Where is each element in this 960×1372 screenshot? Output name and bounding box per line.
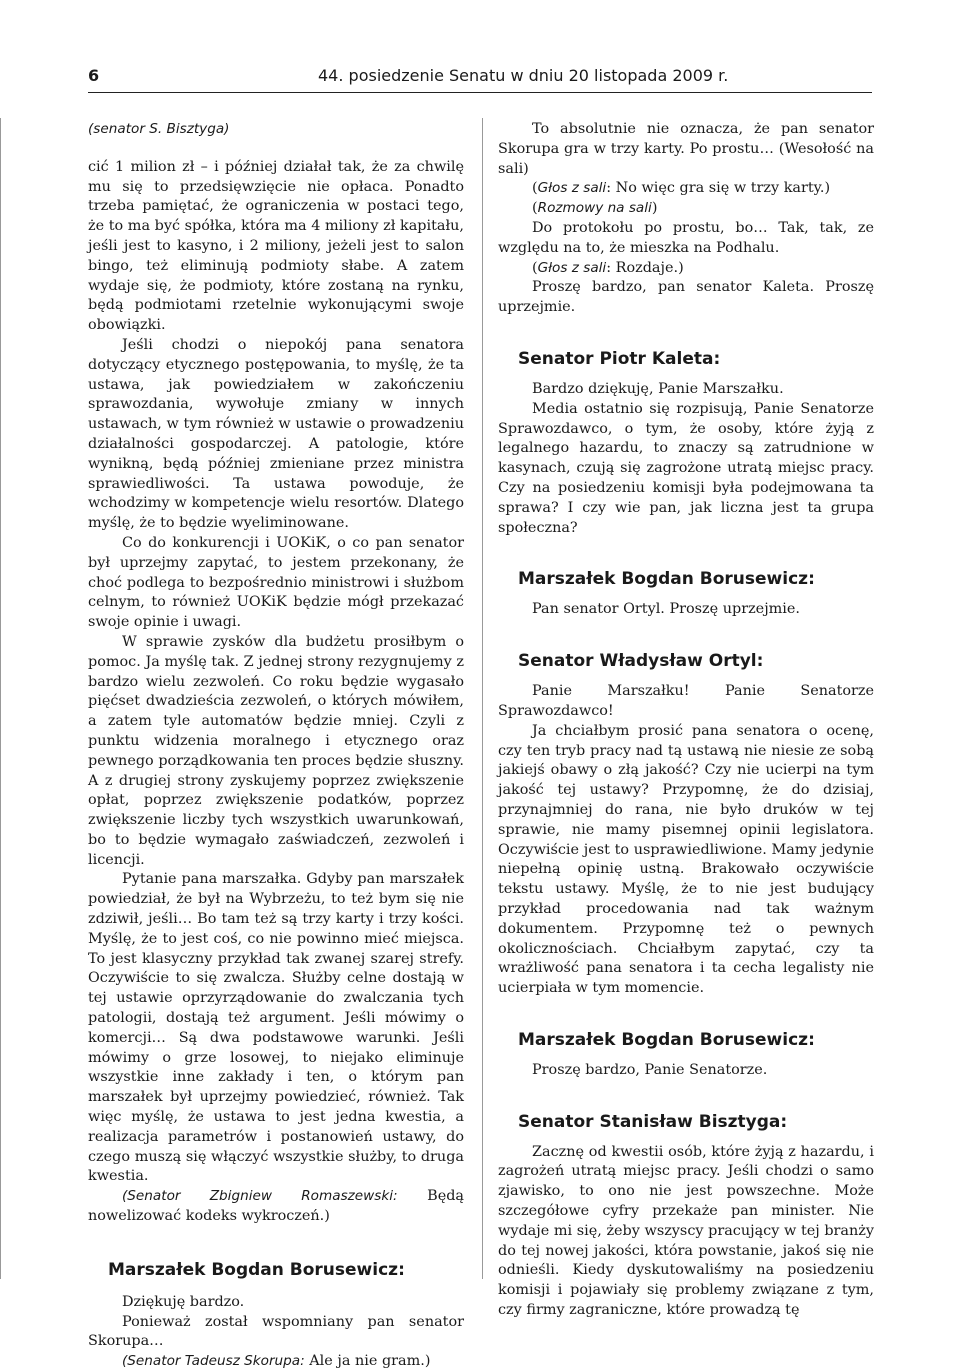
- continuation-note: (senator S. Bisztyga): [88, 121, 230, 137]
- column-divider: [482, 118, 483, 1279]
- page-title: 44. posiedzenie Senatu w dniu 20 listopada 2009 r.: [318, 66, 729, 85]
- paragraph: Zacznę od kwestii osób, które żyją z hazardu, i zagrożeń utratą miejsc pracy. Jeśli chodzi o samo zjawisko, to ono nie jest powszechne. Może szczegółowe cyfry przekaże pan minister. Nie wydaje mi się, żeby wszyscy pracujący w tej branży do tej nowej jakości, która powstanie, jakoś się nie odnieśli. Kiedy dyskutowaliśmy na posiedzeniu komisji i pojawiały się problemy związane z tym, czy firmy zagraniczne, które prowadzą tę: [498, 1143, 874, 1319]
- paragraph: Ja chciałbym prosić pana senatora o ocenę, czy ten tryb pracy nad tą ustawą nie niesie ze sobą jakiejś obawy o złą jakość? Czy nie ucierpi na tym jakość tej ustawy? Przypomnę, że do dzisiaj, przynajmniej do rana, nie było druków w tej sprawie, nie mamy pisemnej opinii legislatora. Oczywiście jest to usprawiedliwione. Mamy jedynie niepełną opinię ustną. Brakowało oczywiście tekstu ustawy. Myślę, że to nie jest budujący przykład procedowania nad tak ważnym dokumentem. Przypomnę też o pewnych okolicznościach. Chciałbym zapytać, czy ta wrażliwość pana senatora i ta cecha legalisty nie ucierpiała w tym momencie.: [498, 722, 874, 997]
- interjection: (Głos z sali: No więc gra się w trzy karty.): [532, 180, 831, 197]
- interjection-text: : No więc gra się w trzy karty.): [606, 180, 831, 197]
- interjection: (Głos z sali: Rozdaje.): [532, 259, 684, 276]
- voice-label: Głos z sali: [537, 259, 607, 276]
- voice-label: Głos z sali: [537, 180, 607, 197]
- speaker-heading: Senator Piotr Kaleta:: [518, 348, 721, 369]
- paragraph: Jeśli chodzi o niepokój pana senatora dotyczący etycznego postępowania, to myślę, że ta ustawa, jak powiedziałem w zakończeniu sprawozdania, wywołuje zmiany w innych ustawach, w tym również w ustawie o prowadzeniu działalności gospodarczej. A patologie, które wynikną, będą później zmieniane przez ministra sprawiedliwości. Ta ustawa powoduje, że wchodzimy w kompetencje wielu resortów. Dlatego myślę, że to będzie wyeliminowane.: [88, 336, 464, 532]
- speaker-heading: Marszałek Bogdan Borusewicz:: [518, 1029, 815, 1050]
- interjection: [88, 1187, 464, 1227]
- left-column: [88, 120, 464, 1372]
- page-header: [88, 62, 872, 93]
- paragraph: Bardzo dziękuję, Panie Marszałku.: [532, 380, 784, 397]
- paragraph: Media ostatnio się rozpisują, Panie Senatorze Sprawozdawco, o tym, że osoby, które żyją z legalnego hazardu, to znaczy są zatrudnione w kasynach, czują się zagrożone utratą miejsc pracy. Czy na posiedzeniu komisji była podejmowana ta sprawa? I czy wie pan, jak liczna jest ta grupa społeczna?: [498, 400, 874, 536]
- interjection-text: Ale ja nie gram.): [304, 1353, 431, 1370]
- paragraph: Dziękuję bardzo.: [122, 1293, 245, 1310]
- paragraph: Proszę bardzo, Panie Senatorze.: [532, 1061, 768, 1078]
- paragraph: To absolutnie nie oznacza, że pan senator Skorupa gra w trzy karty. Po prostu… (Wesołość na sali): [498, 121, 874, 177]
- interjection-speaker: (Senator Zbigniew Romaszewski:: [122, 1188, 398, 1205]
- speaker-heading: Marszałek Bogdan Borusewicz:: [518, 569, 815, 590]
- interjection-speaker: (Senator Tadeusz Skorupa:: [122, 1353, 305, 1370]
- speaker-heading: Marszałek Bogdan Borusewicz:: [108, 1259, 405, 1280]
- paragraph: Panie Marszałku! Panie Senatorze Sprawozdawco!: [498, 683, 874, 719]
- paragraph: cić 1 milion zł – i później działał tak, że za chwilę mu się to przedsięwzięcie nie opłaca. Ponadto trzeba pamiętać, że ograniczenia w postaci tego, że to ma być spółka, która ma 4 miliony zł kapitału, jeśli jest to kasyno, i 2 miliony, jeżeli jest to salon bingo, też eliminują podmioty słabe. A zatem wydaje się, że podmioty, które zostaną na rynku, będą podmiotami rzetelnie wykonującymi swoje obowiązki.: [88, 158, 464, 334]
- stage-note: (Rozmowy na sali): [532, 200, 658, 217]
- speaker-heading: Senator Władysław Ortyl:: [518, 651, 764, 672]
- conversations-note: Rozmowy na sali: [537, 200, 652, 217]
- right-column: [498, 120, 874, 1321]
- paragraph: Ponieważ został wspomniany pan senator Skorupa…: [88, 1313, 464, 1350]
- paragraph: W sprawie zysków dla budżetu prosiłbym o pomoc. Ja myślę tak. Z jednej strony rezygnujemy z bardzo wielu zezwoleń. Co roku będzie wygasało pięćset dwadzieścia zezwoleń, o których mówiłem, a zatem tyle automatów będzie mniej. Czyli z punktu widzenia moralnego i etycznego oraz pewnego porządkowania ten proces będzie słuszny. A z drugiej strony zyskujemy poprzez zwiększenie opłat, poprzez zwiększenie podatków, poprzez zwiększenie liczby tych wszystkich uwarunkowań, bo to będzie wymagało zaświadczeń, zezwoleń i licencji.: [88, 633, 464, 868]
- interjection-text: : Rozdaje.): [606, 259, 684, 276]
- paragraph: Co do konkurencji i UOKiK, o co pan senator był uprzejmy zapytać, to jestem przekonany, że choć podlega to bezpośrednio ministrowi i służbom celnym, to również UOKiK będzie mógł przekazać swoje opinie i uwagi.: [88, 534, 464, 631]
- interjection-text: Będą nowelizować kodeks wykroczeń.): [88, 1188, 464, 1225]
- speaker-heading: Senator Stanisław Bisztyga:: [518, 1111, 788, 1132]
- interjection: [88, 1352, 464, 1372]
- left-margin-rule: [0, 118, 1, 1279]
- paragraph: Pytanie pana marszałka. Gdyby pan marszałek powiedział, że był na Wybrzeżu, to też bym się nie zdziwił, jeśli… Bo tam też są trzy karty i trzy kości. Myślę, że to jest coś, co nie powinno mieć miejsca. To jest klasyczny przykład tak zwanej szarej strefy. Oczywiście to się zwalcza. Służby celne dostają w tej ustawie oprzyrządowanie do zwalczania tych patologii, dostają też argument. Jeśli mówimy o komercji… Są dwa podstawowe warunki. Jeśli mówimy o grze losowej, to niejako eliminuje wszystkie inne zakłady i ten, o którym pan marszałek był uprzejmy powiedzieć, również. Tak więc myślę, że ustawa to jest jedna kwestia, a realizacja parametrów i postanowień ustawy, do czego muszą się włączyć wszystkie służby, to druga kwestia.: [88, 871, 464, 1185]
- paragraph: Do protokołu po prostu, bo… Tak, tak, ze względu na to, że mieszka na Podhalu.: [498, 219, 874, 256]
- page-number: 6: [88, 66, 100, 85]
- paragraph: Pan senator Ortyl. Proszę uprzejmie.: [532, 601, 800, 618]
- paragraph: Proszę bardzo, pan senator Kaleta. Proszę uprzejmie.: [498, 279, 874, 316]
